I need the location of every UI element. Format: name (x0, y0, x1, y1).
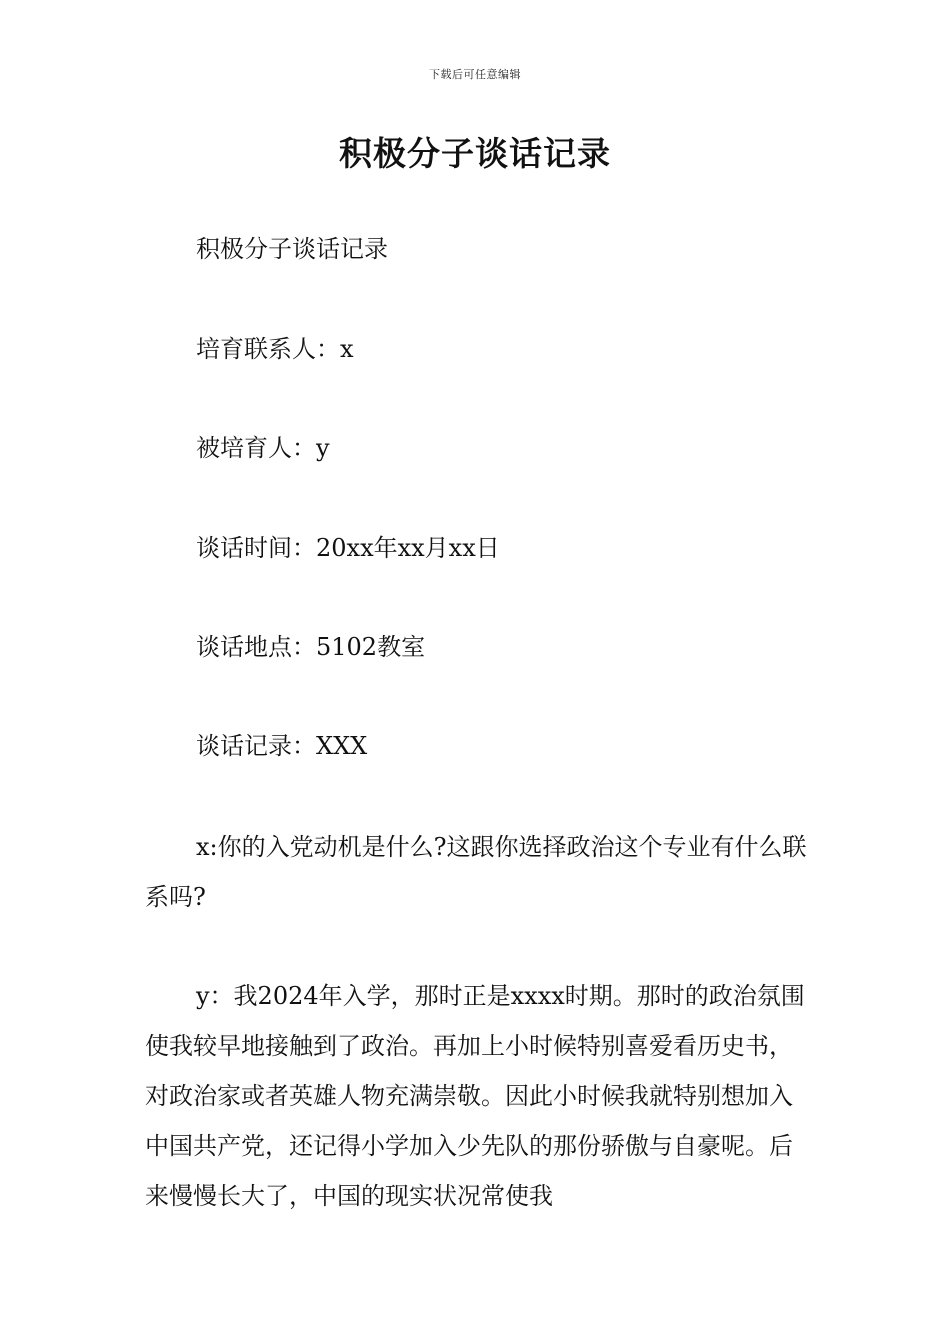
dialogue-question: x:你的入党动机是什么?这跟你选择政治这个专业有什么联系吗? (145, 833, 807, 911)
header-note: 下载后可任意编辑 (429, 68, 521, 81)
field-talk-location: 谈话地点：5102教室 (196, 633, 426, 661)
field-contact-person: 培育联系人：x (196, 335, 354, 363)
dialogue-answer: y：我2024年入学，那时正是xxxx时期。那时的政治氛围使我较早地接触到了政治。再加上小时候特别喜爱看历史书，对政治家或者英雄人物充满崇敬。因此小时候我就特别想加入中国共产党，还记得小学加入少先队的那份骄傲与自豪呢。后来慢慢长大了，中国的现实状况常使我 (145, 982, 805, 1210)
document-title: 积极分子谈话记录 (339, 134, 611, 173)
field-trainee: 被培育人：y (196, 434, 330, 462)
field-subtitle: 积极分子谈话记录 (196, 235, 388, 263)
field-talk-time: 谈话时间：20xx年xx月xx日 (196, 534, 500, 562)
field-talk-record: 谈话记录：XXX (196, 732, 368, 760)
